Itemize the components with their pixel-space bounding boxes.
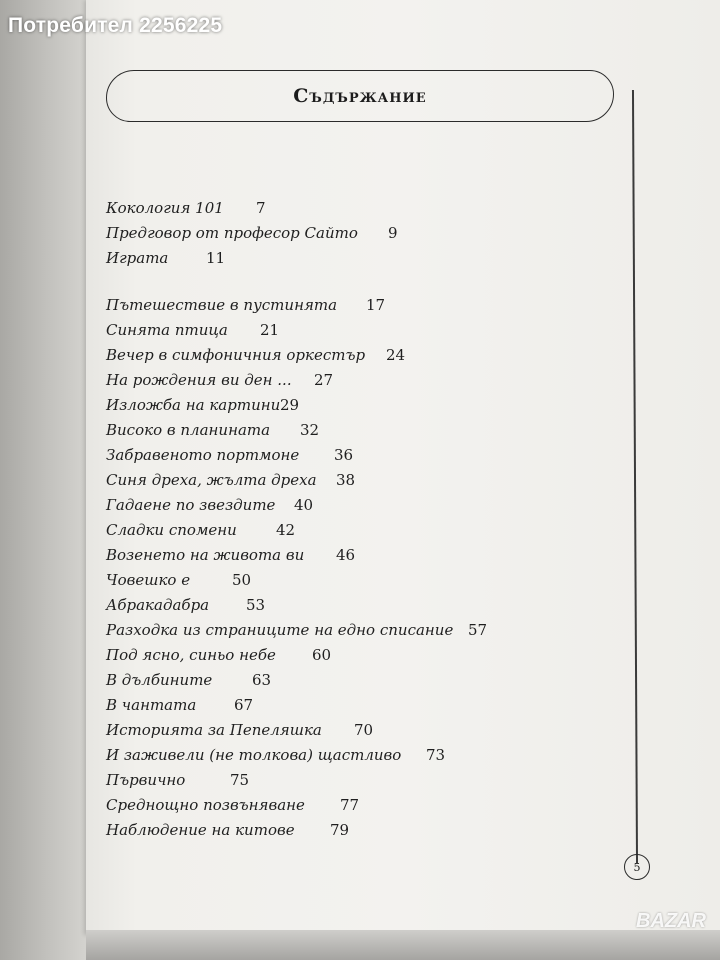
toc-item-page: 29 <box>280 396 300 414</box>
toc-item-page: 32 <box>300 421 320 439</box>
toc-item-page: 77 <box>340 796 360 814</box>
toc-item-title: Возенето на живота ви <box>106 546 305 564</box>
user-watermark: Потребител 2256225 <box>8 14 223 37</box>
toc-item-title: На рождения ви ден ... <box>106 371 292 389</box>
toc-item-page: 79 <box>330 821 350 839</box>
page-bottom-shadow <box>86 930 720 960</box>
toc-item-title: Пътешествие в пустинята <box>106 296 338 314</box>
toc-item-title: Синя дреха, жълта дреха <box>106 471 317 489</box>
toc-item-title: Първично <box>106 771 186 789</box>
toc-item-title: Абракадабра <box>106 596 210 614</box>
toc-item-page: 46 <box>336 546 356 564</box>
contents-heading: Съдържание <box>293 85 427 107</box>
toc-item-page: 11 <box>206 249 226 267</box>
toc-item-page: 40 <box>294 496 314 514</box>
contents-heading-banner <box>106 70 614 122</box>
toc-item-title: Под ясно, синьо небе <box>106 646 276 664</box>
toc-item-page: 21 <box>260 321 280 339</box>
toc-item-page: 36 <box>334 446 354 464</box>
toc-item-title: Човешко е <box>106 571 191 589</box>
toc-item-title: Сладки спомени <box>106 521 237 539</box>
toc-item-title: Играта <box>106 249 169 267</box>
toc-item-title: Кокология 101 <box>106 199 224 217</box>
toc-item-page: 7 <box>256 199 266 217</box>
toc-item-page: 9 <box>388 224 398 242</box>
toc-item-page: 17 <box>366 296 386 314</box>
toc-item-title: Среднощно позвъняване <box>106 796 305 814</box>
toc-item-page: 67 <box>234 696 254 714</box>
toc-item-title: И заживели (не толкова) щастливо <box>106 746 402 764</box>
toc-item-title: Наблюдение на китове <box>106 821 295 839</box>
book-page <box>86 0 720 935</box>
toc-item-title: Синята птица <box>106 321 228 339</box>
toc-item-title: Забравеното портмоне <box>106 446 300 464</box>
toc-item-page: 57 <box>468 621 488 639</box>
toc-item-title: Изложба на картини <box>106 396 281 414</box>
toc-item-title: Вечер в симфоничния оркестър <box>106 346 366 364</box>
toc-item-page: 75 <box>230 771 250 789</box>
toc-item-page: 27 <box>314 371 334 389</box>
toc-item-page: 53 <box>246 596 266 614</box>
toc-item-page: 38 <box>336 471 356 489</box>
toc-item-title: Високо в планината <box>106 421 271 439</box>
toc-item-page: 73 <box>426 746 446 764</box>
toc-item-page: 70 <box>354 721 374 739</box>
toc-item-title: Историята за Пепеляшка <box>106 721 322 739</box>
toc-item-page: 60 <box>312 646 332 664</box>
toc-item-title: Предговор от професор Сайто <box>106 224 358 242</box>
toc-item-title: В чантата <box>106 696 197 714</box>
toc-item-title: Разходка из страниците на едно списание <box>106 621 454 639</box>
toc-item-page: 42 <box>276 521 296 539</box>
toc-item-page: 63 <box>252 671 272 689</box>
toc-item-title: В дълбините <box>106 671 213 689</box>
toc-item-page: 50 <box>232 571 252 589</box>
toc-item-page: 24 <box>386 346 406 364</box>
page-number <box>624 854 650 880</box>
bazar-logo-watermark: BAZAR <box>636 910 706 932</box>
toc-item-title: Гадаене по звездите <box>106 496 276 514</box>
page-number-text: 5 <box>633 860 641 874</box>
